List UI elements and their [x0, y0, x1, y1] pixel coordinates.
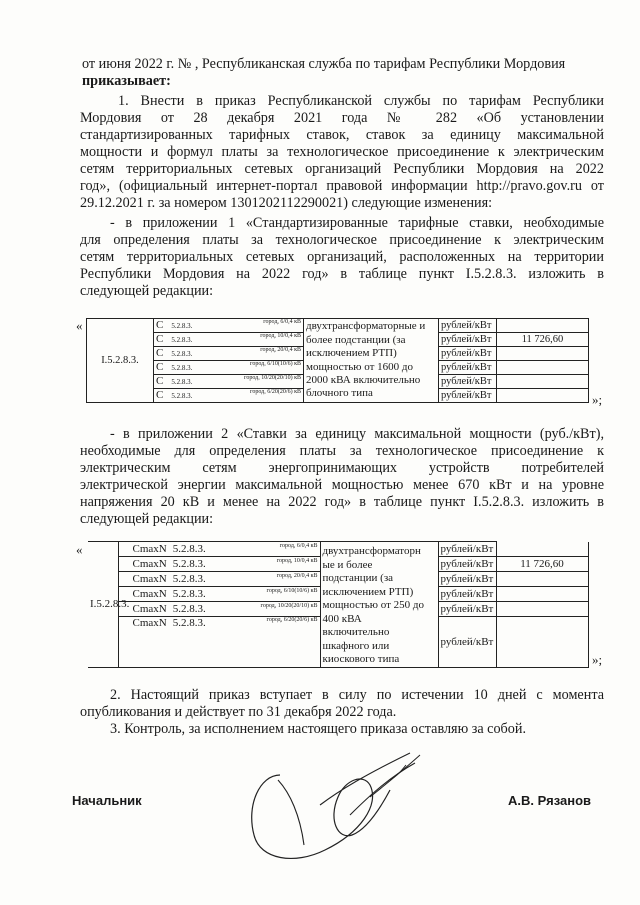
rate-code: [154, 375, 304, 389]
description-line: шкафного или: [322, 639, 390, 652]
rate-letter: С: [156, 319, 164, 331]
rate-code: [118, 602, 320, 617]
p2-line: для определения платы за технологическое присоединение к электрическим: [80, 232, 604, 248]
p3-line: электрическим сетям энергопринимающих устройств потребителей: [80, 460, 604, 476]
description-line: 400 кВА: [322, 612, 362, 625]
rate-code-tag: город, 20/0,4 кВ: [260, 347, 301, 353]
description-line: блочного типа: [306, 387, 373, 400]
rate-letter: CmaxN: [132, 572, 167, 585]
description-cell: [304, 319, 439, 403]
p4-line: 2. Настоящий приказ вступает в силу по истечении 10 дней с момента: [110, 687, 604, 703]
unit-cell: рублей/кВт: [439, 389, 497, 403]
rate-letter: С: [156, 333, 164, 345]
p3-line: - в приложении 2 «Ставки за единицу максимальной мощности (руб./кВт),: [110, 426, 604, 442]
rate-code-tag: город, 10/0,4 кВ: [260, 333, 301, 339]
p1-line: Мордовия от 28 декабря 2021 года № 282 «Об установлении: [80, 110, 604, 126]
rate-code-tag: город, 6/20(20/6) кВ: [250, 389, 301, 395]
rate-letter: С: [156, 347, 164, 359]
rate-code-number: 5.2.8.3.: [171, 378, 193, 386]
tariff-table-1: [86, 318, 589, 403]
rate-code-tag: город, 20/0,4 кВ: [276, 572, 318, 579]
rate-letter: С: [156, 375, 164, 387]
unit-cell: рублей/кВт: [439, 347, 497, 361]
rate-letter: CmaxN: [132, 587, 167, 600]
description-line: мощностью от 250 до: [322, 599, 425, 611]
unit-cell: рублей/кВт: [439, 361, 497, 375]
unit-cell: рублей/кВт: [439, 319, 497, 333]
rate-code-tag: город, 6/10(10/6) кВ: [250, 361, 301, 367]
item-number: [88, 542, 130, 668]
rate-code: [118, 557, 320, 572]
unit-cell: рублей/кВт: [439, 333, 497, 347]
description-line: более подстанции (за: [306, 333, 406, 346]
signer-name: А.В. Рязанов: [508, 793, 592, 808]
p3-line: электрической энергии максимальной мощностью менее 670 кВт и на уровне: [80, 477, 604, 493]
p1-line: 1. Внести в приказ Республиканской службы по тарифам Республики: [118, 93, 604, 109]
p3-line: напряжения 20 кВ и менее на 2022 год» в таблице пункт I.5.2.8.3. изложить в: [80, 494, 604, 510]
description-line: включительно: [322, 626, 390, 638]
p4-line: опубликования и действует по 31 декабря 2022 года.: [80, 704, 397, 720]
description-line: исключением РТП): [322, 585, 414, 598]
handwritten-signature: [220, 735, 440, 875]
value-cell: 11 726,60: [496, 557, 588, 572]
rate-code-number: 5.2.8.3.: [171, 350, 193, 358]
description-line: мощностью от 1600 до: [306, 360, 414, 373]
p1-line: 29.12.2021 г. за номером 1301202112290021) следующие изменения:: [80, 195, 493, 211]
rate-letter: CmaxN: [132, 542, 167, 555]
rate-letter: CmaxN: [132, 617, 167, 629]
unit-cell: рублей/кВт: [438, 602, 496, 617]
value-cell: [496, 617, 588, 668]
rate-code-number: 5.2.8.3.: [172, 617, 206, 629]
description-line: двухтрансформаторные и: [306, 320, 426, 333]
rate-code-number: 5.2.8.3.: [171, 392, 193, 400]
signature-title: Начальник: [72, 793, 142, 808]
table-row: [88, 542, 588, 557]
rate-code-number: 5.2.8.3.: [172, 587, 206, 600]
value-cell: [497, 361, 589, 375]
value-cell: [496, 587, 588, 602]
description-line: киоскового типа: [322, 653, 400, 665]
rate-code: [118, 587, 320, 602]
p1-line: стандартизированных тарифных ставок, ставок за единицу максимальной: [80, 127, 604, 143]
table-row: [87, 319, 589, 333]
value-cell: [496, 542, 588, 557]
rate-code-number: 5.2.8.3.: [172, 602, 206, 615]
p2-line: - в приложении 1 «Стандартизированные тарифные ставки, необходимые: [110, 215, 604, 231]
rate-code-number: 5.2.8.3.: [172, 542, 206, 555]
rate-code-tag: город, 6/20(20/6) кВ: [266, 617, 318, 623]
close-quote: »;: [592, 652, 603, 667]
rate-letter: С: [156, 389, 164, 401]
rate-code-number: 5.2.8.3.: [172, 572, 206, 585]
description-line: ые и более: [322, 558, 373, 571]
rate-code: [118, 542, 320, 557]
value-cell: [496, 602, 588, 617]
p2-line: Республики Мордовия на 2022 год» в таблице пункт I.5.2.8.3. изложить в: [80, 266, 604, 282]
description-line: подстанции (за: [322, 572, 394, 584]
rate-code-tag: город, 6/10(10/6) кВ: [266, 587, 318, 594]
p1-line: год», (официальный интернет-портал правовой информации http://pravo.gov.ru от: [80, 178, 604, 194]
description-line: исключением РТП): [306, 347, 397, 360]
tariff-table-2: [88, 541, 589, 668]
rate-code: [154, 333, 304, 347]
p3-line: следующей редакции:: [80, 511, 214, 527]
rate-code-number: 5.2.8.3.: [171, 364, 193, 372]
rate-letter: CmaxN: [132, 557, 167, 570]
item-number: I.5.2.8.3.: [87, 319, 154, 403]
p1-line: сетям территориальных сетевых организаций Республики Мордовия на 2022: [80, 161, 604, 177]
rate-code-tag: город, 10/0,4 кВ: [276, 557, 318, 564]
p5-line: 3. Контроль, за исполнением настоящего приказа оставляю за собой.: [110, 721, 527, 737]
unit-cell: рублей/кВт: [438, 587, 496, 602]
open-quote: «: [76, 542, 83, 557]
close-quote: »;: [592, 392, 603, 407]
rate-code-number: 5.2.8.3.: [172, 557, 206, 570]
description-line: 2000 кВА включительно: [306, 373, 421, 386]
rate-code-number: 5.2.8.3.: [171, 336, 193, 344]
p2-line: следующей редакции:: [80, 283, 214, 299]
value-cell: 11 726,60: [497, 333, 589, 347]
item-number-text: I.5.2.8.3.: [90, 598, 130, 610]
value-cell: [496, 572, 588, 587]
open-quote: «: [76, 318, 83, 333]
rate-code-tag: город, 10/20(20/10) кВ: [260, 602, 318, 609]
unit-cell: рублей/кВт: [439, 375, 497, 389]
unit-cell: рублей/кВт: [438, 542, 496, 557]
unit-cell: рублей/кВт: [438, 617, 496, 668]
rate-code-number: 5.2.8.3.: [171, 322, 193, 330]
rate-code: [118, 617, 320, 668]
rate-code-tag: город, 6/0,4 кВ: [263, 319, 301, 325]
p1-line: мощности и формул платы за технологическое присоединение к электрическим: [80, 144, 604, 160]
rate-code: [118, 572, 320, 587]
unit-cell: рублей/кВт: [438, 557, 496, 572]
value-cell: [497, 319, 589, 333]
header-verb: приказывает:: [82, 73, 171, 89]
rate-code: [154, 389, 304, 403]
rate-letter: CmaxN: [132, 602, 167, 615]
rate-code: [154, 361, 304, 375]
value-cell: [497, 375, 589, 389]
p2-line: сетям территориальных сетевых организаций, расположенных на территории: [80, 249, 604, 265]
value-cell: [497, 389, 589, 403]
rate-code-tag: город, 10/20(20/10) кВ: [244, 375, 301, 381]
rate-code: [154, 319, 304, 333]
value-cell: [497, 347, 589, 361]
rate-letter: С: [156, 361, 164, 373]
p3-line: необходимые для определения платы за технологическое присоединение к: [80, 443, 604, 459]
header-line: от июня 2022 г. № , Республиканская служба по тарифам Республики Мордовия: [82, 56, 566, 72]
description-cell: [320, 542, 438, 668]
rate-code-tag: город, 6/0,4 кВ: [279, 542, 318, 549]
description-line: двухтрансформаторн: [322, 545, 421, 557]
rate-code: [154, 347, 304, 361]
unit-cell: рублей/кВт: [438, 572, 496, 587]
